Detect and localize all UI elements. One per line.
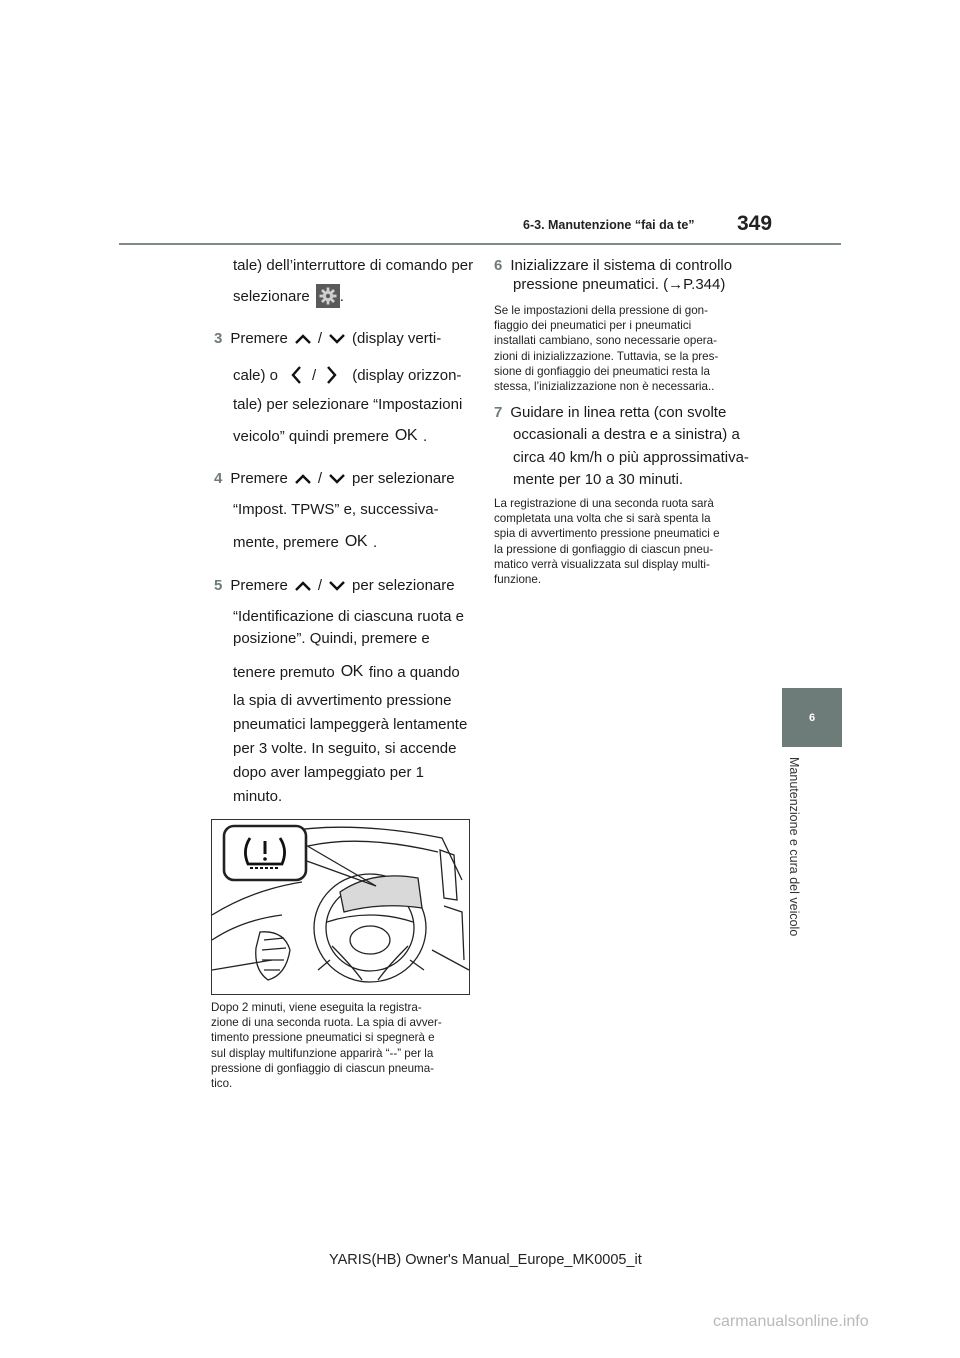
text-line [513, 449, 749, 466]
caption-line: Dopo 2 minuti, viene eseguita la registra- [211, 1001, 422, 1014]
text-line [513, 426, 740, 443]
ok-button-icon: OK [394, 427, 418, 444]
text: pneumatici lampeggerà lentamente [233, 716, 468, 733]
text: mente, premere [233, 533, 339, 551]
caption-line: pressione di gonfiaggio di ciascun pneuma- [211, 1061, 434, 1075]
text: minuto. [233, 788, 283, 805]
step-number: 4 [214, 470, 223, 487]
note-paragraph [494, 303, 754, 394]
tpms-warning-icon [224, 826, 306, 880]
chevron-up-icon [294, 580, 312, 592]
gear-icon [316, 284, 340, 308]
text-line [233, 533, 377, 551]
text-line [513, 276, 725, 293]
text: dopo aver lampeggiato per 1 [233, 764, 424, 781]
text: Inizializzare il sistema di controllo [510, 257, 733, 274]
step-5-line [214, 577, 455, 594]
text: “Identificazione di ciascuna ruota e [233, 608, 464, 625]
step-number: 7 [494, 404, 503, 421]
text-line [233, 716, 467, 733]
text: occasionali a destra e a sinistra) a [513, 426, 740, 443]
caption-line: zione di una seconda ruota. La spia di avver- [211, 1016, 442, 1030]
page-reference-link[interactable]: pressione pneumatici. (→P.344) [513, 276, 726, 293]
caption-line: tico. [211, 1077, 233, 1091]
note-line: spia di avvertimento pressione pneumatici e [494, 527, 720, 541]
step-number: 3 [214, 330, 223, 347]
text: . [339, 287, 344, 305]
text: tenere premuto [233, 663, 335, 681]
text: per selezionare [352, 470, 455, 487]
step-3-line [214, 330, 441, 347]
note-line: completata una volta che si sarà spenta la [494, 512, 711, 526]
note-line: La registrazione di una seconda ruota sarà [494, 497, 714, 510]
text: / [317, 470, 323, 487]
text-line [233, 608, 464, 625]
chapter-number: 6 [808, 712, 816, 724]
step-4-line [214, 470, 455, 487]
figure-caption [211, 1000, 471, 1091]
chapter-label [787, 757, 809, 967]
text: la spia di avvertimento pressione [233, 692, 452, 709]
note-line: sione di gonfiaggio dei pneumatici resta la [494, 364, 710, 378]
chapter-label-text: Manutenzione e cura del veicolo [787, 757, 801, 937]
chevron-right-icon [326, 365, 338, 385]
text-line [233, 501, 439, 518]
text: mente per 10 a 30 minuti. [513, 471, 684, 488]
text: / [317, 330, 323, 347]
section-title: 6-3. Manutenzione “fai da te” [523, 218, 695, 232]
chevron-left-icon [290, 365, 302, 385]
chevron-down-icon [328, 333, 346, 345]
text: per 3 volte. In seguito, si accende [233, 740, 457, 757]
chevron-down-icon [328, 473, 346, 485]
ok-button-icon: OK [344, 533, 368, 550]
text: / [312, 366, 317, 384]
text: . [423, 427, 428, 445]
text-line [233, 788, 282, 805]
ok-button-icon: OK [340, 663, 363, 680]
text: “Impost. TPWS” e, successiva- [233, 501, 439, 518]
text-line [233, 663, 460, 681]
note-line: Se le impostazioni della pressione di gon- [494, 304, 708, 317]
step-number: 5 [214, 577, 223, 594]
chevron-up-icon [294, 473, 312, 485]
text-line [233, 427, 427, 445]
caption-line: sul display multifunzione apparirà “--” per la [211, 1046, 434, 1060]
step-number: 6 [494, 257, 503, 274]
text-line [233, 396, 462, 413]
note-line: funzione. [494, 573, 542, 587]
note-line: fiaggio dei pneumatici per i pneumatici [494, 319, 692, 333]
text-line [233, 257, 473, 274]
note-line: zioni di inizializzazione. Tuttavia, se la pres- [494, 349, 719, 363]
note-line: stessa, l’inizializzazione non è necessaria.. [494, 380, 715, 394]
text: posizione”. Quindi, premere e [233, 630, 430, 647]
text-line [233, 283, 344, 309]
note-line: matico verrà visualizzata sul display multi- [494, 557, 710, 571]
note-paragraph [494, 496, 754, 587]
text: Premere [230, 330, 288, 347]
text-line [233, 764, 424, 781]
dashboard-illustration [211, 819, 470, 995]
text: cale) o [233, 366, 279, 384]
text: (display verti- [352, 330, 442, 347]
text: (display orizzon- [352, 366, 462, 384]
step-6-line [494, 257, 732, 274]
text-line [233, 692, 451, 709]
text: fino a quando [368, 663, 460, 681]
text: Premere [230, 577, 288, 594]
text-line [233, 365, 461, 385]
note-line: installati cambiano, sono necessarie opera- [494, 334, 717, 348]
page-number: 349 [737, 212, 773, 235]
text-line [233, 630, 430, 647]
text-line [513, 471, 683, 488]
text: veicolo” quindi premere [233, 427, 389, 445]
chevron-down-icon [328, 580, 346, 592]
chapter-tab [782, 688, 842, 747]
text: tale) dell’interruttore di comando per [233, 257, 474, 274]
text: tale) per selezionare “Impostazioni [233, 396, 463, 413]
text-line [233, 740, 456, 757]
text: per selezionare [352, 577, 455, 594]
watermark: carmanualsonline.info [713, 1313, 869, 1330]
chevron-up-icon [294, 333, 312, 345]
text: / [317, 577, 323, 594]
caption-line: timento pressione pneumatici si spegnerà e [211, 1031, 435, 1045]
text: selezionare [233, 287, 310, 305]
text: . [373, 533, 378, 551]
manual-footer: YARIS(HB) Owner's Manual_Europe_MK0005_it [329, 1252, 642, 1268]
note-line: la pressione di gonfiaggio di ciascun pneu- [494, 542, 714, 556]
text: Guidare in linea retta (con svolte [510, 404, 727, 421]
text: Premere [230, 470, 288, 487]
header-divider [119, 243, 841, 245]
step-7-line [494, 404, 726, 421]
text: circa 40 km/h o più approssimativa- [513, 449, 749, 466]
